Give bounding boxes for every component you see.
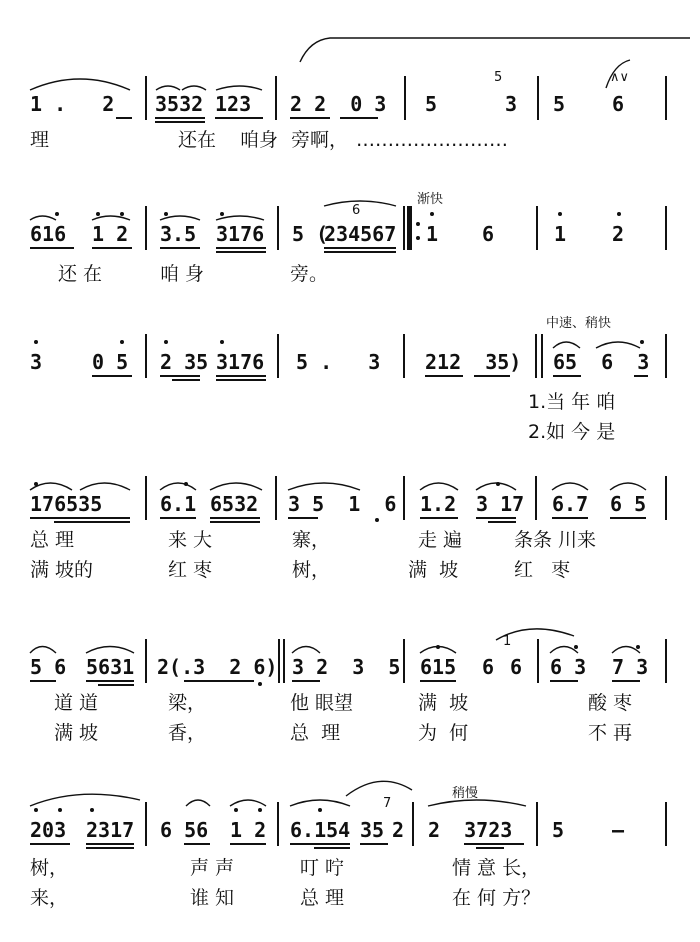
- octave-dot: [574, 645, 578, 649]
- lyric-verse-1: 声 声: [190, 857, 235, 879]
- barline: [665, 334, 667, 378]
- tempo-mark: 中速、稍快: [546, 316, 612, 331]
- underline: [172, 379, 200, 381]
- lyric-verse-2: 总 理: [300, 887, 345, 909]
- note-group: 6 3: [550, 655, 587, 679]
- barline: [403, 206, 405, 250]
- octave-dot: [558, 212, 562, 216]
- note-group: 234567: [324, 222, 397, 246]
- lyric-verse-1: 总 理: [30, 529, 75, 551]
- barline: [541, 334, 543, 378]
- barline: [535, 334, 537, 378]
- underline: [324, 247, 396, 249]
- underline: [210, 517, 260, 519]
- note: 6: [482, 655, 495, 679]
- barline: [277, 206, 279, 250]
- underline: [340, 117, 378, 119]
- barline: [145, 76, 147, 120]
- lyric-verse-2: 为 何: [418, 722, 469, 744]
- lyric-verse-1: 树，: [30, 857, 69, 879]
- underline: [116, 117, 132, 119]
- barline: [537, 639, 539, 683]
- barline: [275, 476, 277, 520]
- octave-dot: [436, 645, 440, 649]
- lyric-verse-1: 满 坡: [418, 692, 469, 714]
- note: 6: [612, 92, 625, 116]
- underline: [420, 517, 458, 519]
- underline: [360, 843, 388, 845]
- underline: [184, 843, 210, 845]
- note-group: 2 35: [160, 350, 209, 374]
- underline: [488, 521, 516, 523]
- note-group: 616: [30, 222, 67, 246]
- octave-dot: [640, 340, 644, 344]
- lyric-verse-2: 满 坡: [408, 559, 459, 581]
- barline: [278, 639, 280, 683]
- barline: [145, 639, 147, 683]
- barline: [404, 76, 406, 120]
- lyric-verse-2: 红 枣: [168, 559, 213, 581]
- octave-dot: [90, 808, 94, 812]
- underline: [314, 847, 350, 849]
- lyric-verse-2: 总 理: [290, 722, 341, 744]
- note-group: 176535: [30, 492, 103, 516]
- underline: [92, 375, 132, 377]
- underline: [216, 251, 266, 253]
- lyric-verse-2: 谁 知: [190, 887, 235, 909]
- note-group: 5 . 3: [296, 350, 381, 374]
- note: 6: [482, 222, 495, 246]
- octave-dot: [164, 212, 168, 216]
- underline: [30, 680, 56, 682]
- note-group: 615: [420, 655, 457, 679]
- low-octave-dot: [258, 682, 262, 686]
- note-group: 2 3723: [428, 818, 513, 842]
- note: 3: [505, 92, 518, 116]
- underline: [476, 847, 504, 849]
- lyric-verse-1: 梁，: [168, 692, 207, 714]
- underline: [290, 117, 330, 119]
- lyric-verse-1: 来 大: [168, 529, 213, 551]
- note: 6: [510, 655, 523, 679]
- octave-dot: [55, 212, 59, 216]
- barline: [283, 639, 285, 683]
- barline: [275, 76, 277, 120]
- note-group: 65 6 3: [553, 350, 650, 374]
- octave-dot: [220, 212, 224, 216]
- lyric: 咱 身: [160, 263, 205, 285]
- octave-dot: [318, 808, 322, 812]
- underline: [155, 121, 205, 123]
- barline: [403, 476, 405, 520]
- underline: [86, 843, 134, 845]
- underline: [474, 375, 510, 377]
- barline: [403, 334, 405, 378]
- underline: [612, 680, 640, 682]
- note-group: 1.2: [420, 492, 457, 516]
- barline: [145, 802, 147, 846]
- underline: [324, 251, 396, 253]
- grace-note: 7: [383, 796, 392, 811]
- note: 2: [392, 818, 405, 842]
- note-group: 1 2: [230, 818, 267, 842]
- note-group: 5631: [86, 655, 135, 679]
- underline: [184, 680, 254, 682]
- mordent-mark: ∧∨: [610, 70, 630, 85]
- octave-dot: [430, 212, 434, 216]
- underline: [290, 843, 350, 845]
- note-group: 2(.3 2 6): [157, 655, 278, 679]
- underline: [92, 247, 132, 249]
- barline: [145, 334, 147, 378]
- underline: [230, 843, 266, 845]
- lyric-verse-1: 条条 川来: [514, 529, 597, 551]
- underline: [216, 379, 266, 381]
- underline: [216, 247, 266, 249]
- note-group: 6.1: [160, 492, 197, 516]
- underline: [550, 680, 578, 682]
- underline: [160, 375, 200, 377]
- underline: [464, 843, 524, 845]
- lyric-verse-2: 红 枣: [514, 559, 571, 581]
- barline: [536, 206, 538, 250]
- note-group: 3 5 1 6: [288, 492, 397, 516]
- lyric: 咱身: [240, 129, 279, 151]
- note: 3: [30, 350, 43, 374]
- octave-dot: [34, 340, 38, 344]
- note-group: 6.154: [290, 818, 351, 842]
- octave-dot: [34, 482, 38, 486]
- underline: [552, 517, 588, 519]
- note-group: 123: [215, 92, 252, 116]
- lyric: 旁。: [290, 263, 329, 285]
- note-group: 2 2 0 3: [290, 92, 387, 116]
- note-group: 3 2 3 5: [292, 655, 401, 679]
- lyric: 旁啊，: [291, 129, 349, 151]
- octave-dot: [496, 482, 500, 486]
- underline: [30, 517, 130, 519]
- barline: [665, 639, 667, 683]
- octave-dot: [120, 212, 124, 216]
- underline: [215, 117, 263, 119]
- barline: [665, 76, 667, 120]
- note: 1: [554, 222, 567, 246]
- barline: [403, 639, 405, 683]
- grace-note: 5: [494, 70, 503, 85]
- note-group: 7 3: [612, 655, 649, 679]
- underline: [610, 517, 646, 519]
- octave-dot: [120, 340, 124, 344]
- barline: [665, 206, 667, 250]
- lyric-verse-1: 走 遍: [418, 529, 463, 551]
- lyric: 理: [30, 129, 50, 151]
- barline: [535, 476, 537, 520]
- lyric-verse-2: 在 何 方？: [452, 887, 541, 909]
- barline: [665, 476, 667, 520]
- grace-note: 1: [503, 634, 512, 649]
- lyric: ……………………: [356, 129, 508, 151]
- lyric-verse-2: 来，: [30, 887, 69, 909]
- octave-dot: [34, 808, 38, 812]
- note-group: 5 (: [292, 222, 329, 246]
- lyric-verse-2: 满 坡的: [30, 559, 94, 581]
- underline: [420, 680, 456, 682]
- note-group: 1 . 2: [30, 92, 115, 116]
- underline: [86, 847, 134, 849]
- underline: [30, 247, 74, 249]
- underline: [292, 680, 320, 682]
- note: 5: [425, 92, 438, 116]
- note: 1: [426, 222, 439, 246]
- barline: [277, 802, 279, 846]
- underline: [98, 684, 134, 686]
- lyric-verse-2: 不 再: [588, 722, 633, 744]
- tempo-mark: 渐快: [417, 192, 444, 207]
- octave-dot: [234, 808, 238, 812]
- barline: [665, 802, 667, 846]
- underline: [160, 247, 200, 249]
- underline: [425, 375, 463, 377]
- lyric: 还 在: [58, 263, 103, 285]
- barline: [145, 206, 147, 250]
- note-group: 6.7: [552, 492, 589, 516]
- note-group: 6 56: [160, 818, 209, 842]
- note: 5: [552, 818, 565, 842]
- underline: [288, 517, 318, 519]
- note-group: 3 17: [476, 492, 525, 516]
- lyric-verse-1: 他 眼望: [290, 692, 354, 714]
- note: 5: [553, 92, 566, 116]
- note-group: 3176: [216, 350, 265, 374]
- octave-dot: [58, 808, 62, 812]
- low-octave-dot: [375, 518, 379, 522]
- octave-dot: [617, 212, 621, 216]
- underline: [54, 521, 130, 523]
- underline: [30, 843, 70, 845]
- note: —: [612, 818, 625, 842]
- lyric-verse-1: 寨，: [292, 529, 331, 551]
- note-group: 6 5: [610, 492, 647, 516]
- underline: [155, 117, 205, 119]
- note-group: 5 6: [30, 655, 67, 679]
- octave-dot: [220, 340, 224, 344]
- repeat-barline: [407, 206, 412, 250]
- barline: [277, 334, 279, 378]
- note-group: 0 5: [92, 350, 129, 374]
- note-group: 1 2: [92, 222, 129, 246]
- barline: [412, 802, 414, 846]
- note-group: 35: [360, 818, 385, 842]
- underline: [86, 680, 134, 682]
- note-group: 3532: [155, 92, 204, 116]
- underline: [634, 375, 648, 377]
- lyric-verse-2: 满 坡: [54, 722, 99, 744]
- octave-dot: [164, 340, 168, 344]
- lyric: 还在: [178, 129, 217, 151]
- note-group: 3.5: [160, 222, 197, 246]
- repeat-dot: [416, 236, 420, 240]
- lyric-verse-1: 道 道: [54, 692, 99, 714]
- lyric-verse-2: 2.如 今 是: [528, 421, 616, 443]
- octave-dot: [258, 808, 262, 812]
- underline: [216, 375, 266, 377]
- lyric-verse-1: 酸 枣: [588, 692, 633, 714]
- barline: [536, 802, 538, 846]
- underline: [553, 375, 581, 377]
- note-group: 2317: [86, 818, 135, 842]
- lyric-verse-1: 1.当 年 咱: [528, 391, 616, 413]
- note: 2: [612, 222, 625, 246]
- note-group: 6532: [210, 492, 259, 516]
- tempo-mark: 稍慢: [452, 786, 479, 801]
- tuplet-number: 6: [352, 203, 361, 218]
- lyric-verse-2: 香，: [168, 722, 207, 744]
- repeat-dot: [416, 222, 420, 226]
- underline: [210, 521, 260, 523]
- octave-dot: [96, 212, 100, 216]
- barline: [537, 76, 539, 120]
- lyric-verse-2: 树，: [292, 559, 331, 581]
- octave-dot: [636, 645, 640, 649]
- octave-dot: [184, 482, 188, 486]
- note-group: 212 35): [425, 350, 522, 374]
- lyric-verse-1: 情 意 长，: [452, 857, 541, 879]
- note-group: 203: [30, 818, 67, 842]
- note-group: 3176: [216, 222, 265, 246]
- lyric-verse-1: 叮 咛: [300, 857, 345, 879]
- underline: [160, 517, 196, 519]
- barline: [145, 476, 147, 520]
- underline: [476, 517, 516, 519]
